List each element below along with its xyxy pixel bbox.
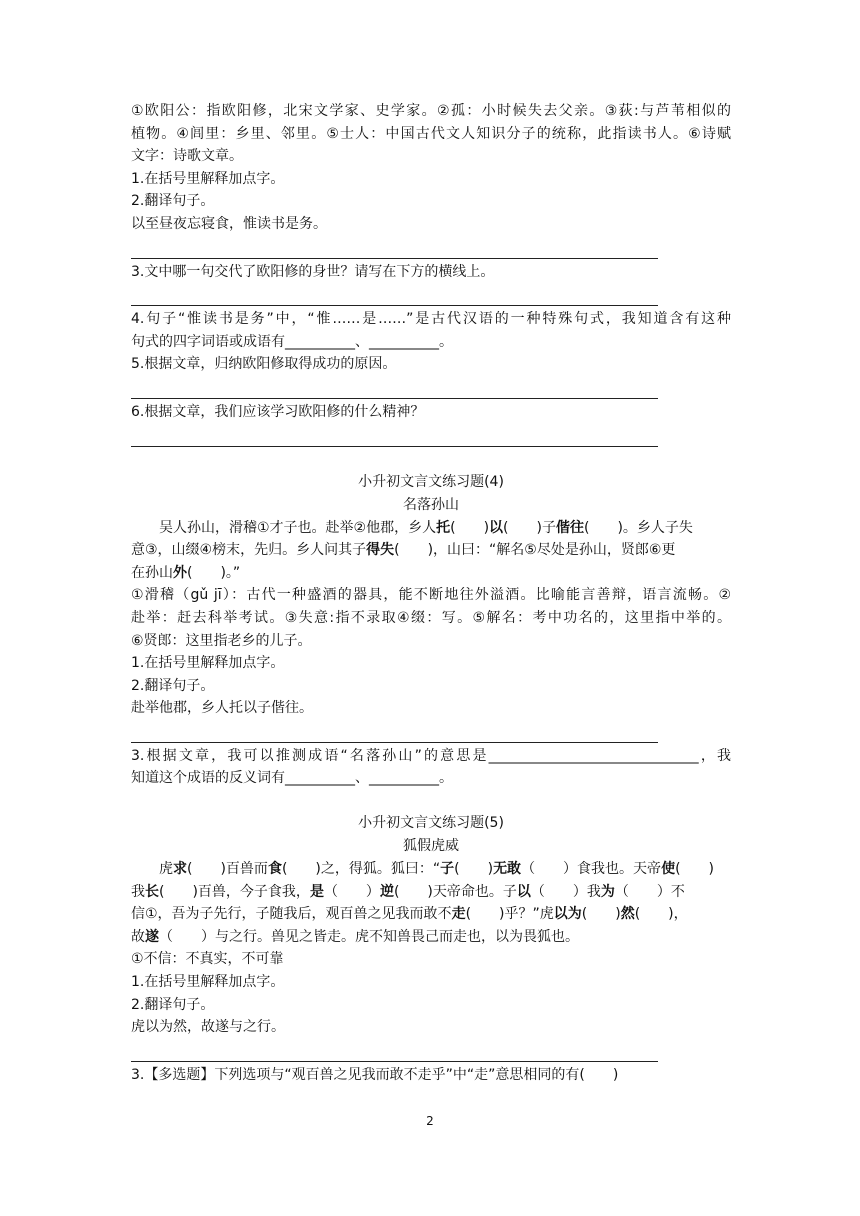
passage-title: 狐假虎威 (403, 838, 459, 855)
question-3[interactable]: 3.根据文章，我可以推测成语“名落孙山”的意思是______________________________，我 (131, 747, 731, 764)
question-6: 6.根据文章，我们应该学习欧阳修的什么精神？ (131, 403, 425, 420)
marked-word: 为 (600, 883, 615, 900)
answer-line[interactable] (131, 424, 658, 447)
marked-word: 是 (309, 883, 324, 900)
question-4: 4.句子“惟读书是务”中，“惟……是……”是古代汉语的一种特殊句式，我知道含有这种 (131, 311, 731, 328)
marked-word: 使 (661, 861, 676, 878)
question-1: 1.在括号里解释加点字。 (131, 655, 285, 672)
passage-line: 意③，山缀④榜末，先归。乡人问其子得失( )，山曰：“解名⑤尽处是孙山，贤郎⑥更 (131, 542, 676, 559)
question-4-blanks[interactable]: 句式的四字词语或成语有__________、__________。 (131, 333, 453, 350)
marked-word: 得失 (366, 542, 395, 559)
marked-word: 走 (451, 906, 466, 923)
marked-word: 以 (516, 883, 531, 900)
passage-line: 我长( )百兽，今子食我，是（ ）逆( )天帝命也。子以（ ）我为（ ）不 (131, 883, 685, 900)
passage-line: 在孙山外( )。” (131, 564, 241, 581)
answer-line[interactable] (131, 1039, 658, 1062)
marked-word: 逆 (379, 883, 394, 900)
marked-word: 子 (440, 861, 455, 878)
marked-word: 以 (489, 519, 504, 536)
question-5: 5.根据文章，归纳欧阳修取得成功的原因。 (131, 356, 397, 373)
section-heading: 小升初文言文练习题(4) (358, 473, 504, 490)
marked-word: 以为 (553, 906, 582, 923)
marked-word: 外 (173, 564, 187, 581)
sentence-to-translate: 虎以为然，故遂与之行。 (131, 1019, 285, 1036)
marked-word: 遂 (145, 928, 159, 945)
document-page (131, 100, 731, 1086)
passage-title: 名落孙山 (403, 496, 459, 513)
passage-line: 信①，吾为子先行，子随我后，观百兽之见我而敢不走( )乎？”虎以为( )然( )， (131, 906, 688, 923)
notes-line: ⑥贤郎：这里指老乡的儿子。 (131, 632, 312, 649)
question-2: 2.翻译句子。 (131, 193, 215, 210)
passage-line: 虎求( )百兽而食( )之，得狐。狐曰：“子( )无敢（ ）食我也。天帝使( ) (159, 861, 714, 878)
question-2: 2.翻译句子。 (131, 677, 215, 694)
marked-word: 长 (145, 883, 159, 900)
notes-line: ①欧阳公：指欧阳修，北宋文学家、史学家。②孤：小时候失去父亲。③荻:与芦苇相似的 (131, 103, 731, 119)
marked-word: 托 (436, 519, 451, 536)
sentence-to-translate: 赴举他郡，乡人托以子偕往。 (131, 700, 313, 717)
marked-word: 偕往 (555, 519, 584, 536)
question-1: 1.在括号里解释加点字。 (131, 170, 285, 187)
notes-line: ①不信：不真实，不可靠 (131, 951, 284, 968)
question-3[interactable]: 3.【多选题】下列选项与“观百兽之见我而敢不走乎”中“走”意思相同的有( ) (131, 1066, 619, 1083)
question-1: 1.在括号里解释加点字。 (131, 974, 285, 991)
notes-line: 文字：诗歌文章。 (131, 148, 243, 165)
answer-line[interactable] (131, 236, 658, 259)
answer-line[interactable] (131, 720, 658, 743)
marked-word: 无敢 (493, 861, 522, 878)
marked-word: 食 (267, 861, 282, 878)
question-3-blanks[interactable]: 知道这个成语的反义词有__________、__________。 (131, 770, 453, 787)
notes-line: ①滑稽（gǔ jī）：古代一种盛酒的器具，能不断地往外溢酒。比喻能言善辩，语言流畅。② (131, 587, 731, 604)
question-3: 3.文中哪一句交代了欧阳修的身世？请写在下方的横线上。 (131, 263, 495, 280)
question-2: 2.翻译句子。 (131, 996, 215, 1013)
notes-line: 赴举：赶去科举考试。③失意:指不录取④缀：写。⑤解名：考中功名的，这里指中举的。 (131, 609, 731, 626)
notes-line: 植物。④闾里：乡里、邻里。⑤士人：中国古代文人知识分子的统称，此指读书人。⑥诗赋 (131, 125, 731, 142)
page-number: 2 (426, 1114, 434, 1128)
section-heading: 小升初文言文练习题(5) (358, 815, 504, 832)
answer-line[interactable] (131, 283, 658, 306)
passage-line: 吴人孙山，滑稽①才子也。赴举②他郡，乡人托( )以( )子偕往( )。乡人子失 (159, 519, 693, 536)
answer-line[interactable] (131, 376, 658, 399)
marked-word: 求 (173, 861, 187, 878)
marked-word: 然 (620, 906, 635, 923)
sentence-to-translate: 以至昼夜忘寝食，惟读书是务。 (131, 215, 327, 232)
passage-line: 故遂（ ）与之行。兽见之皆走。虎不知兽畏己而走也，以为畏狐也。 (131, 928, 579, 945)
